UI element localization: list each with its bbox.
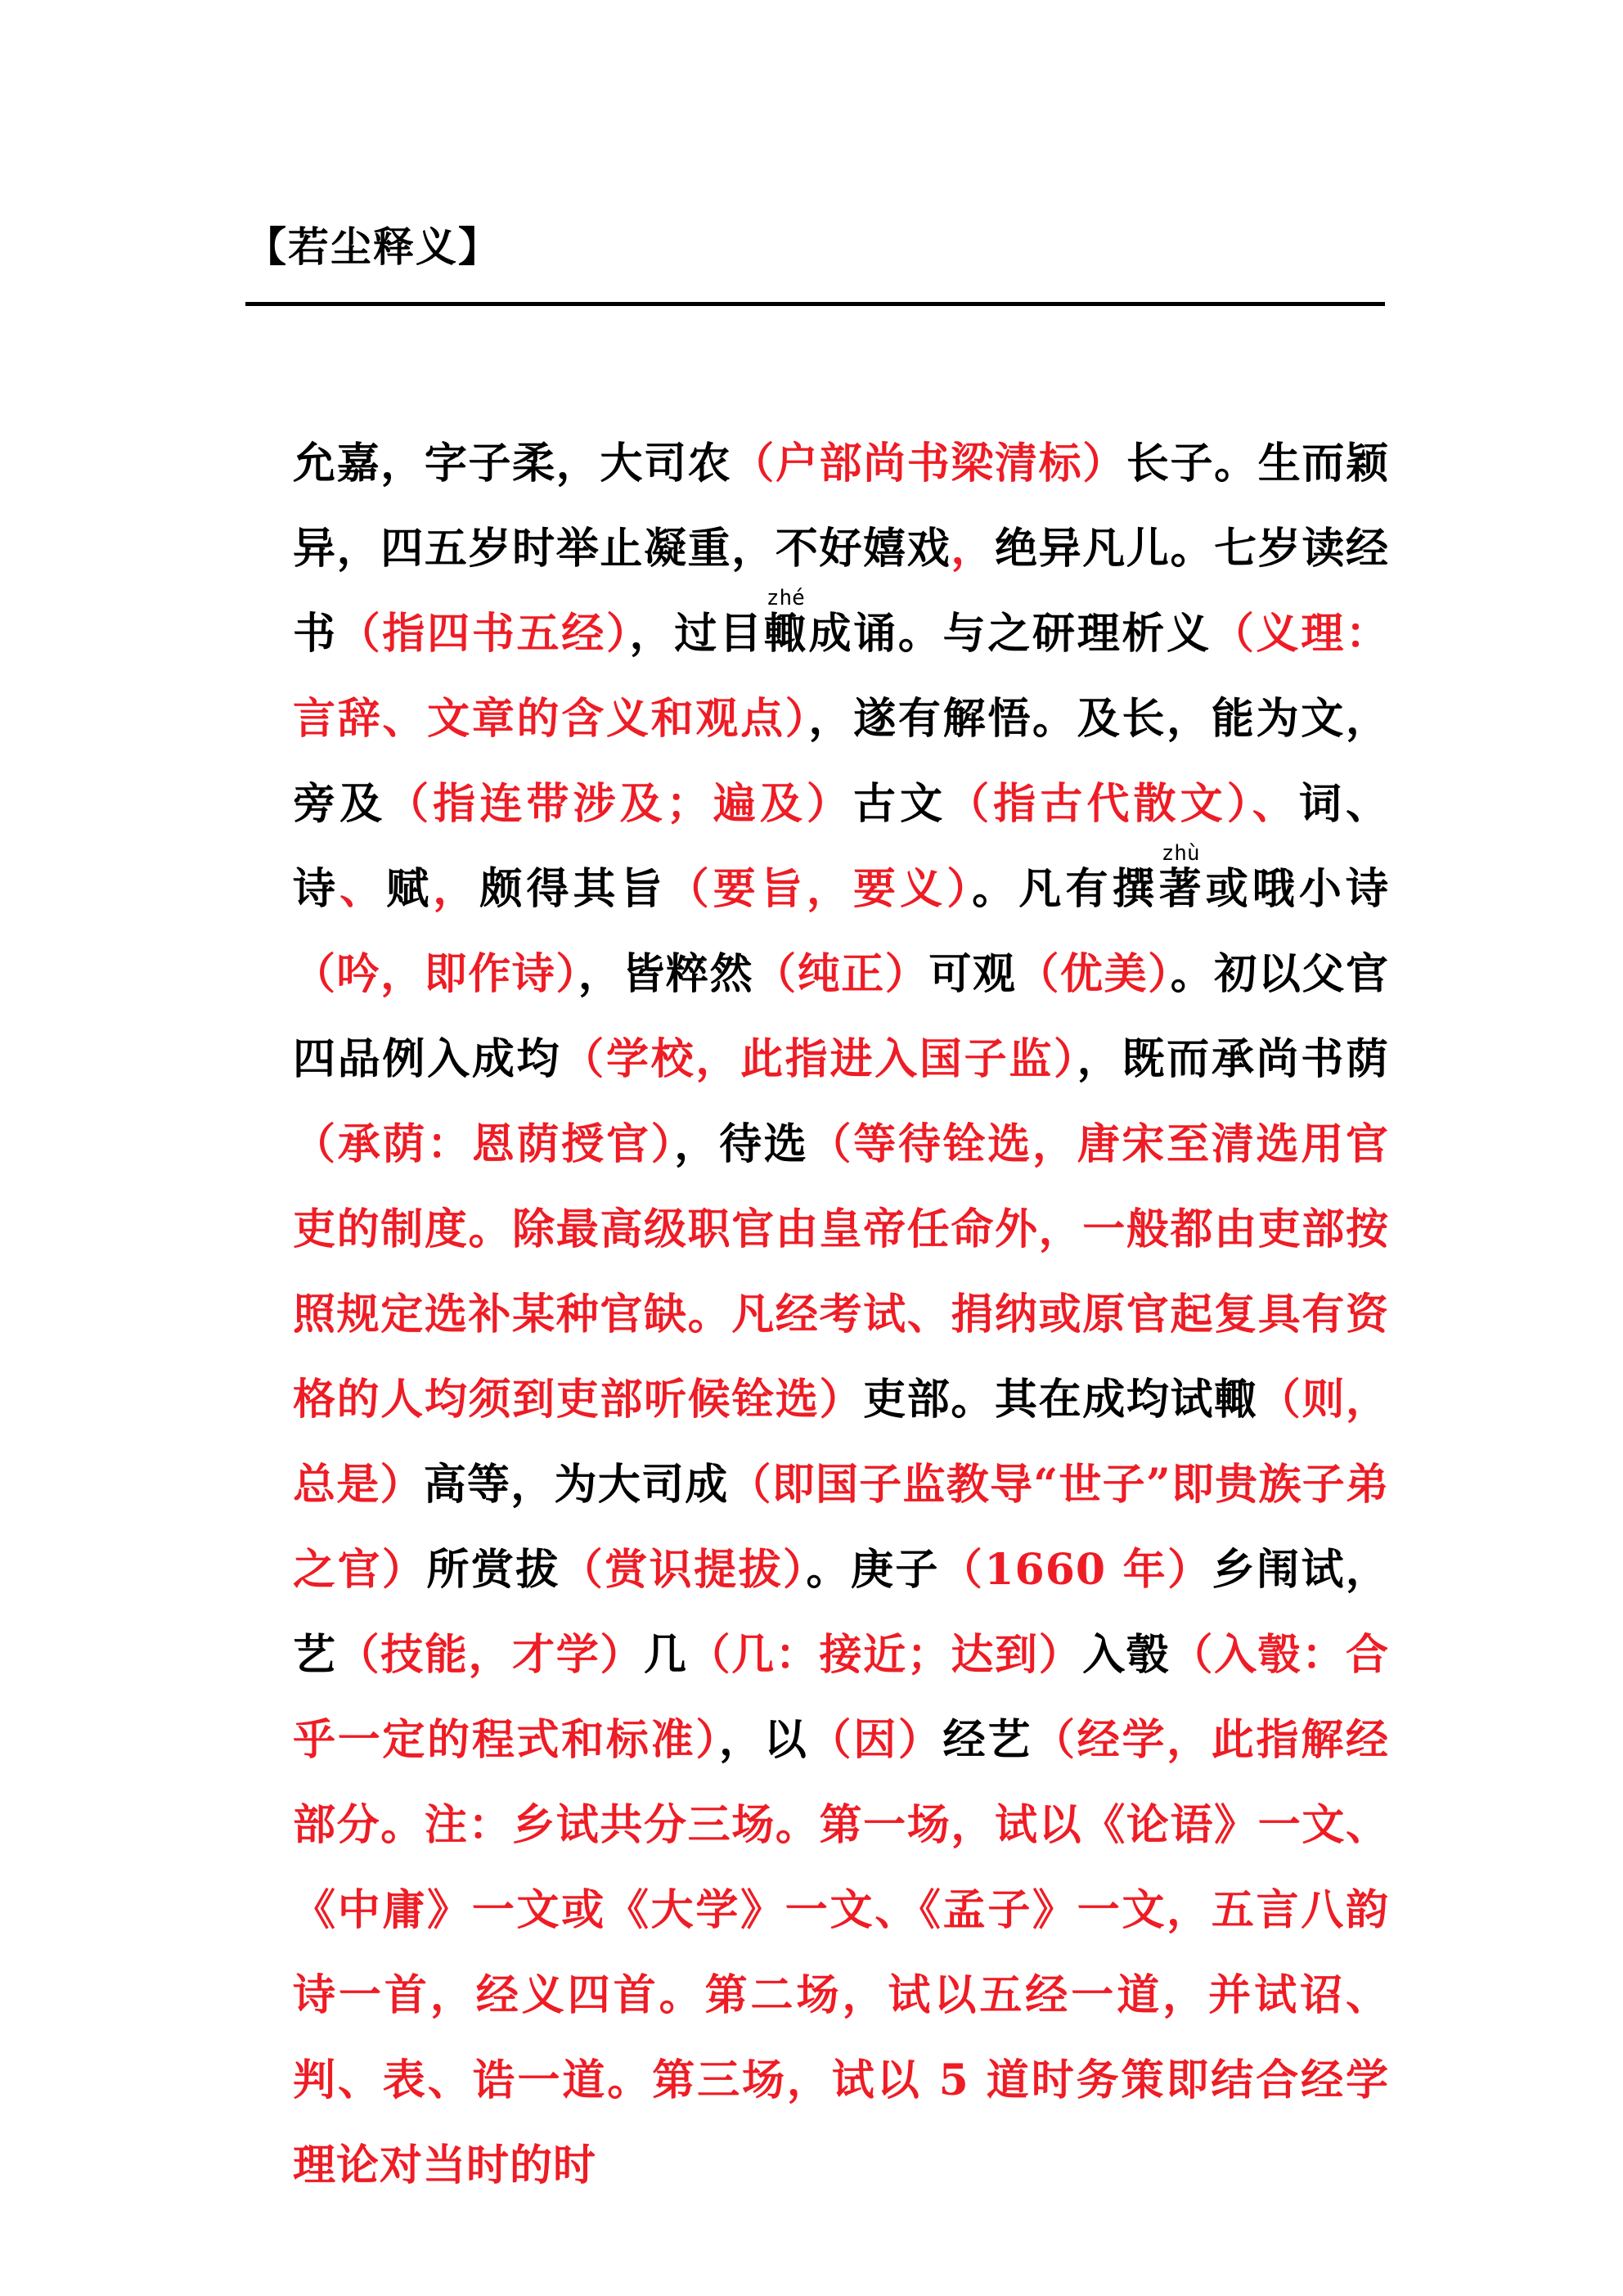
source-text: 。凡有撰 [972,864,1159,914]
annotation-text: （因） [808,1715,943,1765]
source-text: 可观 [928,949,1017,999]
annotation-text: （优美） [1016,949,1171,999]
source-text: ，待选 [674,1119,809,1169]
annotation-text: （入彀：合乎一定的程式和标准） [293,1630,1389,1765]
source-text: 入彀 [1082,1630,1171,1680]
annotation-text: （学校，此指进入国子监） [561,1034,1077,1084]
source-text: 或哦小诗 [1205,864,1389,914]
annotation-text: （承荫：恩荫授官） [293,1119,675,1169]
ruby-base-char: 輙 [763,609,809,659]
pinyin-annotation: zhé [763,586,807,610]
section-heading: 【若尘释义】 [245,223,501,271]
annotation-text: （户部尚书梁清标） [731,439,1126,488]
annotation-text: （义理：言辞、文章的含义和观点） [293,609,1389,744]
source-text: 颇得其旨 [479,864,667,914]
source-text: 几 [643,1630,688,1680]
source-text: ，以 [719,1715,809,1765]
annotation-text: （等待铨选，唐宋至清选用官吏的制度。除最高级职官由皇帝任命外，一般都由吏部按照规定选补某种官缺。凡经考试、捐纳或原官起复具有资格的人均须到吏部听候铨选） [293,1119,1389,1425]
source-text: 赋 [386,864,434,914]
source-text: 乡闱试，艺 [293,1545,1389,1680]
annotation-text: （指连带涉及；遍及） [386,779,854,829]
source-text: 长子。生而颖异，四五岁时举止凝重，不好嬉戏 [293,439,1389,574]
annotation-text: （则，总是） [293,1375,1389,1510]
source-text: 经艺 [942,1715,1033,1765]
annotation-text: （即国子监教导“世子”即贵族子弟之官） [293,1460,1389,1595]
annotation-text: （指四书五经） [337,609,630,659]
ruby-base-char: 著 [1158,864,1206,914]
ruby-annotated-char [763,586,809,659]
annotation-text: ， [951,524,995,574]
source-text: 高等，为大司成 [423,1460,729,1510]
source-text: 吏部。其在成均试輙 [863,1375,1258,1425]
ruby-annotated-char [1158,841,1206,914]
source-text: 绝异凡儿。七岁读经书 [293,524,1389,659]
source-text: ，皆粹然 [578,949,754,999]
source-text: 所赏拔 [426,1545,560,1595]
source-text: 。初以父官四品例入成均 [293,949,1389,1084]
annotation-text: （纯正） [753,949,929,999]
annotation-text: （经学，此指解经部分。注：乡试共分三场。第一场，试以《论语》一文、《中庸》一文或《大学》一文、《孟子》一文，五言八韵诗一首，经义四首。第二场，试以五经一道，并试诏、判、表、诰一道。第三场，试以 5 道时务策即结合经学理论对当时的时 [293,1715,1389,2190]
heading-divider [245,302,1385,306]
source-text: ，既而承尚书荫 [1077,1034,1389,1084]
annotation-text: （指古代散文）、 [946,779,1299,829]
source-text: 古文 [853,779,947,829]
annotation-text: ， [433,864,480,914]
source-text: ，遂有解悟。及长，能为文，旁及 [293,694,1389,829]
source-text: 允嘉，字子柔，大司农 [293,439,732,488]
source-text: ，过目 [629,609,764,659]
source-text: 。庚子 [806,1545,940,1595]
annotation-text: （赏识提拔） [560,1545,807,1595]
annotation-text: （几：接近；达到） [687,1630,1083,1680]
annotation-text: 、 [339,864,387,914]
body-paragraph [293,421,1389,2208]
annotation-text: （吟，即作诗） [293,949,578,999]
annotation-text: （1660 年） [939,1545,1212,1595]
source-text: 成诵。与之研理析义 [808,609,1212,659]
pinyin-annotation: zhù [1158,841,1203,866]
annotation-text: （技能，才学） [336,1630,644,1680]
source-text: 词、诗 [293,779,1389,914]
annotation-text: （要旨，要义） [666,864,973,914]
